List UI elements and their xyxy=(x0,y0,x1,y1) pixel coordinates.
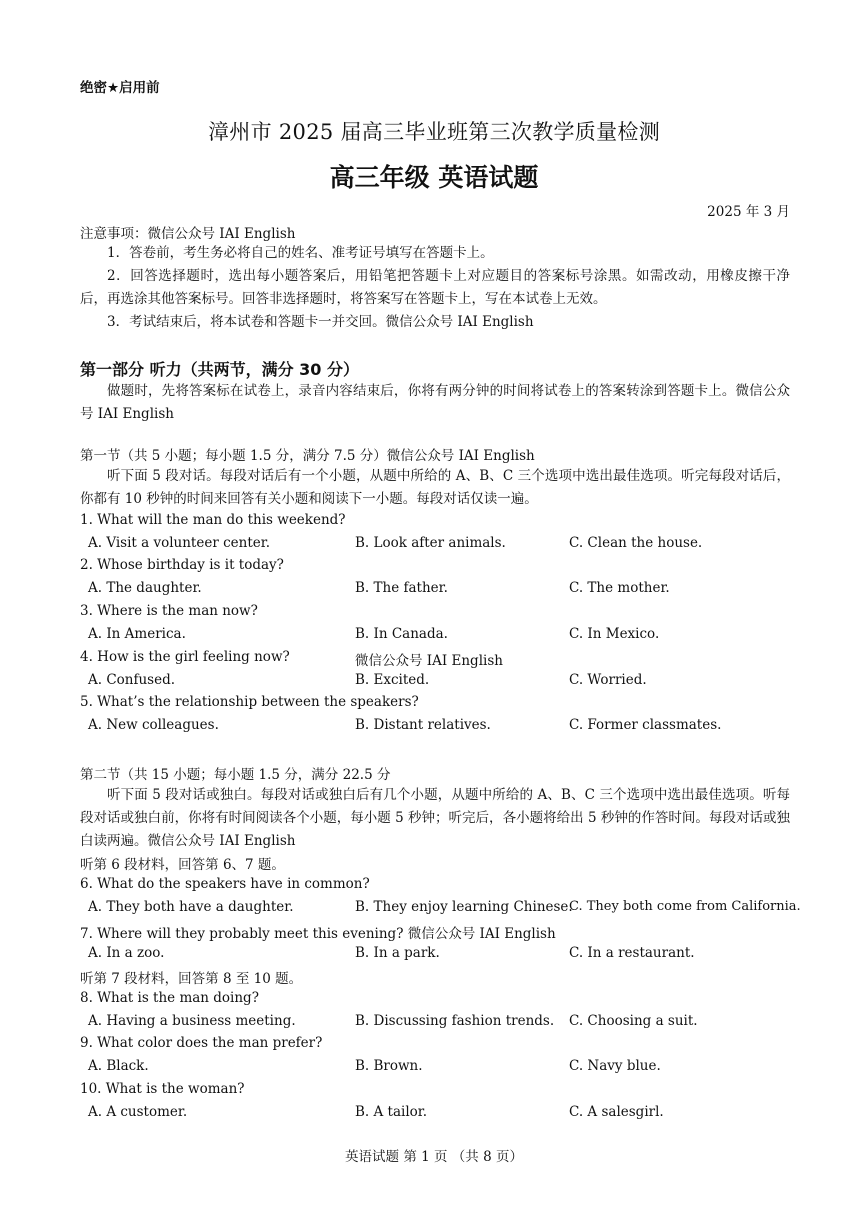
section2-instruction: 听下面 5 段对话或独白。每段对话或独白后有几个小题，从题中所给的 A、B、C 三个选项中选出最佳选项。听每段对话或独白前，你将有时间阅读各个小题，每小题 5 秒钟；听完后，各小题将给出 5 秒钟的作答时间。每段对话或独白读两遍。微信公众号 IAI English xyxy=(80,787,790,849)
question-10: 10. What is the woman? xyxy=(80,1081,245,1097)
q9-option-a: A. Black. xyxy=(88,1058,149,1074)
notes-item-1: 1．答卷前，考生务必将自己的姓名、准考证号填写在答题卡上。 xyxy=(107,245,494,261)
q5-option-c: C. Former classmates. xyxy=(569,717,722,733)
section1-instruction: 听下面 5 段对话。每段对话后有一个小题，从题中所给的 A、B、C 三个选项中选出最佳选项。听完每段对话后，你都有 10 秒钟的时间来回答有关小题和阅读下一小题。每段对话仅读一遍。 xyxy=(80,468,790,507)
exam-title: 漳州市 2025 届高三毕业班第三次教学质量检测 xyxy=(208,120,660,144)
question-8: 8. What is the man doing? xyxy=(80,990,259,1006)
notes-heading: 注意事项：微信公众号 IAI English xyxy=(80,226,296,242)
question-4: 4. How is the girl feeling now? xyxy=(80,649,290,665)
q7-option-c: C. In a restaurant. xyxy=(569,945,695,961)
q9-option-b: B. Brown. xyxy=(355,1058,423,1074)
page-footer: 英语试题 第 1 页 （共 8 页） xyxy=(345,1149,523,1165)
notes-item-3: 3．考试结束后，将本试卷和答题卡一并交回。微信公众号 IAI English xyxy=(107,314,534,330)
q4-option-a: A. Confused. xyxy=(88,672,176,688)
q2-option-c: C. The mother. xyxy=(569,580,670,596)
q8-option-c: C. Choosing a suit. xyxy=(569,1013,698,1029)
q6-option-c: C. They both come from California. xyxy=(569,899,801,914)
exam-subtitle: 高三年级 英语试题 xyxy=(329,163,539,192)
question-1: 1. What will the man do this weekend? xyxy=(80,512,346,528)
q9-option-c: C. Navy blue. xyxy=(569,1058,661,1074)
q1-option-b: B. Look after animals. xyxy=(355,535,506,551)
part1-instruction: 做题时，先将答案标在试卷上，录音内容结束后，你将有两分钟的时间将试卷上的答案转涂到答题卡上。微信公众号 IAI English xyxy=(80,383,790,422)
question-9: 9. What color does the man prefer? xyxy=(80,1035,323,1051)
question-7: 7. Where will they probably meet this evening? 微信公众号 IAI English xyxy=(80,926,556,942)
q4-option-b: B. Excited. xyxy=(355,672,430,688)
q2-option-b: B. The father. xyxy=(355,580,448,596)
q4-option-c: C. Worried. xyxy=(569,672,647,688)
question-6: 6. What do the speakers have in common? xyxy=(80,876,370,892)
q3-option-a: A. In America. xyxy=(88,626,186,642)
q10-option-c: C. A salesgirl. xyxy=(569,1104,664,1120)
q5-option-b: B. Distant relatives. xyxy=(355,717,491,733)
q1-option-a: A. Visit a volunteer center. xyxy=(88,535,270,551)
question-3: 3. Where is the man now? xyxy=(80,603,258,619)
q3-option-c: C. In Mexico. xyxy=(569,626,660,642)
section2-title: 第二节（共 15 小题；每小题 1.5 分，满分 22.5 分 xyxy=(80,767,391,783)
q10-option-b: B. A tailor. xyxy=(355,1104,428,1120)
q1-option-c: C. Clean the house. xyxy=(569,535,703,551)
q2-option-a: A. The daughter. xyxy=(88,580,202,596)
material-6-label: 听第 6 段材料，回答第 6、7 题。 xyxy=(80,857,285,873)
q8-option-b: B. Discussing fashion trends. xyxy=(355,1013,555,1029)
q6-option-a: A. They both have a daughter. xyxy=(88,899,294,915)
q6-option-b: B. They enjoy learning Chinese. xyxy=(355,899,573,915)
q4-note: 微信公众号 IAI English xyxy=(355,653,503,669)
question-2: 2. Whose birthday is it today? xyxy=(80,557,284,573)
material-7-label: 听第 7 段材料，回答第 8 至 10 题。 xyxy=(80,971,303,987)
q3-option-b: B. In Canada. xyxy=(355,626,448,642)
q7-option-a: A. In a zoo. xyxy=(88,945,165,961)
q10-option-a: A. A customer. xyxy=(88,1104,188,1120)
part1-title: 第一部分 听力（共两节，满分 30 分） xyxy=(80,360,359,379)
question-5: 5. What’s the relationship between the speakers? xyxy=(80,694,419,710)
q5-option-a: A. New colleagues. xyxy=(88,717,219,733)
exam-date: 2025 年 3 月 xyxy=(707,204,790,220)
q7-option-b: B. In a park. xyxy=(355,945,440,961)
section1-title: 第一节（共 5 小题；每小题 1.5 分，满分 7.5 分）微信公众号 IAI English xyxy=(80,448,535,464)
q8-option-a: A. Having a business meeting. xyxy=(88,1013,296,1029)
notes-item-2: 2．回答选择题时，选出每小题答案后，用铅笔把答题卡上对应题目的答案标号涂黑。如需改动，用橡皮擦干净后，再选涂其他答案标号。回答非选择题时，将答案写在答题卡上，写在本试卷上无效。 xyxy=(80,268,790,307)
confidential-label: 绝密★启用前 xyxy=(80,80,160,96)
